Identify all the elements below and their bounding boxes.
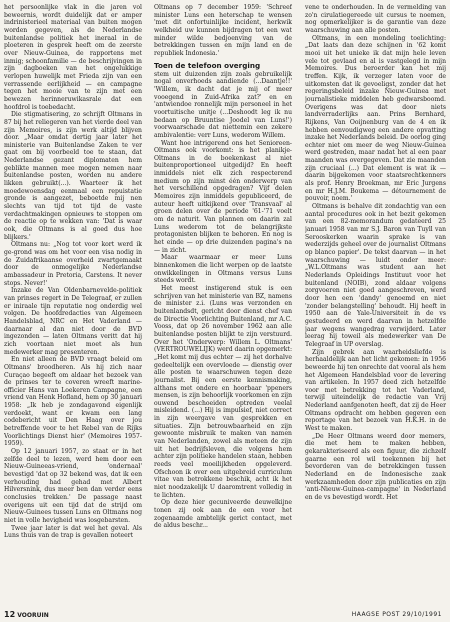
paragraph: het persoonlijke vlak in die jaren vol beweernis, wordt duidelijk dat er amper indrinisterieel materiaal van buiten mogen worden gegeven, als de Nederlandse buitenlandse politiek het ineraal in de ploeteren in gesprek heeft om de zeerste over Nieuw-Guinea, de rapportens met inmig; schoonfamilie — de beschrijvingen in zijn dagboeken van het ongelukkige verlopen huwelijk met Frieda zijn van een verrassende eerlijkheid — en campagne tegen het mooie van te zijn met een bewezen herinneruwikasrale dat een hoofdrol is toebedacht. xyxy=(4,4,142,111)
paragraph: Maar waarmaar er meer Luns binnenkomen die licht werpen op de laatste onwikkelingen in Oltmans versus Luns steeds wordt. xyxy=(154,254,292,285)
paragraph: Oltmans, in een mondeling toelichting: „Dat laats dan deze schijnen in '62 komt mooi uit het unieke ik dat mijn hele leven vele tot gevlaad en al is vastgelegd in mijn Memoires. Dus beroerder kan het mij treffen. Kijk, ik verzeger laten voor de uitkomsten dat ik gevoeligst, zonder dat het regeringsbeleid inzake Nieuw-Guinea met journalistieke middelen heb gedwarsboomd. Overigens was dat door niets landverraderlijks aan. Prins Bernhard, Rijkens, Van Ooijnenburg van de 4 en ik hebben eenvoudigweg een andere opvatting inzake het Nederlands beleid. De oorlog ging echter niet om meer de weg Nieuw-Guinea werd gestreden, maar nadat het al een paar maanden was overgegeven. Dat zie maanden zijn cruciaal (...) Dat element is wat ik — daarin bijgekomen voor staatsrechtkenners als prof. Henry Broekman, mr Eric Jurgens en mr H.J.M. Boukema — détournement de pouvoir, noem.' xyxy=(305,34,446,203)
paragraph: Op deze hier gecuniveerde deuwelkijne tonen zij ook aan de een voor het zogenaamde ambtelijk gerict contact, met de aldus beschr... xyxy=(154,499,292,530)
paragraph: Het meest instigerend stuk is een schrijven van het ministerie van BZ, namens de minister z.i. (Luns was verzonden en buitenlandsdt, gericht door dienst chef van de Directie Voorlichting Buitenland, mr A.C. Vooss, dat op 26 november 1962 aan alle buitenlandse posten blijkt te zijn verstuurd. Over het 'Onderwerp: Willem L. Oltmans' (VERTROUWELIJK) werd daarin opgemerkt: „Het komt mij dus echter — zij het dorhalve gedeeltelijk een overvloede — dienstig over alle posten te waarschuwen tegen deze journalist. Bij een eerste kennismaking, althans met ondere en hoorbaar 'ppeners mensen, is zijn behoorlijk voorkomen en zijn ouwend beschoeiden optreden veelal misleidend. (...) Hij is impulsief, niet correct in zijn weergave van gesprekken en situaties. Zijn betrouwbaarheid en zijn gewoonte misbruik te maken van namen van Nederlanden, zowel als meteen de zijn uit het bedrijfsleven, die volgens hem achter zijn politieke handelen staan, hebben reeds veel moeilijkheden opgeleverd. Ofschoon ik over een uitgebreid curriculum vitae van betrokkene beschik, acht ik het niet noodzakelijk U daaromtrent volledig in te lichten. xyxy=(154,284,292,499)
article-column-3 xyxy=(305,4,446,600)
footer-left xyxy=(4,608,49,622)
paragraph: Zijn gebrek aan waarheidsliefde is herhaaldelijk aan het licht gekomen: in 1956 beweerde hij ten onrechte dat vooral als hem het Algemeen Handelsblad voor de levering van artikelen. In 1957 deed zich hetzelfde voor met betrekking tot het Vaderland, terwijl uiteindelijk de redactie van Vrij Nederland aanfgenoten heeft, dat zij de Heer Oltmans opdracht om hebben gegeven een reportage van het bezoek van H.K.H. in de West te maken. xyxy=(305,348,446,433)
paragraph: Inzake de Van Oldenbarnevelde-politiek van prinses regert in De Telegraaf, er zullen er iniraale tijn reputatie nog onderdig wel volgen. De hoofdredacties van Algemeen Handelsblad, NRC en Het Vaderland — daarnaar al dan niet door de BVD ingezonden — laten Oltmans veritt dat hij zich voortaan niet moet als hun medewerker mag presenteren. xyxy=(4,287,142,356)
paragraph: Oltmans op 7 december 1959: 'Schreef minister Luns een heterschap te wensen 'met dit onfortuinlijke incident, herkwik welkheid uw kunnen bijdragen tot een wat minder wilde bedjoenving van de betrekkingen tussen en mijn land en de republiek Indonesia.' xyxy=(154,4,292,57)
section-label: VOORUIN xyxy=(17,612,49,619)
page-number: 12 xyxy=(4,610,16,619)
page-footer xyxy=(0,608,450,622)
paragraph: Oltmans is behalve dit zondachtig van een aantal procedures ook in het bezit gekomen van een 82-memorandum gedateerd 25 januari 1958 van mr S.J. Baron van Tuyll van Serooskerken waarin sprake is van wederzijds geheel over de journalist Oltmans op blanco papier'. De tekst daarvan — in het waarschuwing — luidt onder meer: „W.L.Oltmans was student aan het Nederlands Opleidings Instituut voor het buitenland (NOIB), zond aldaar volgens zorgvoeren niet goed aangeschreven, werd door hen een 'dandy' genoemd en niet 'zonder belangstelling' behoudt. Hij heeft in 1950 aan de Yale-Universiteit in de vs gestudeerd en werd daarvan in hetzelfde jaar wegens wangedrag verwijderd. Later leerag hij toweil als medewerker van De Telegraaf in UP overslag. xyxy=(305,203,446,348)
paragraph: „De Heer Oltmans weerd door memers, die met hem te maken hebben, gekarakteriseerd als een figuur, die zichzelf gaarne een rol wil toekennen bij het bevorderen van de betrekkingen tussen Nederland en de Indonesische zaak werkzaamheden door zijn publicaties en zijn 'anti-Nieuw-Guinea-campagne' in Nederland en de vs bevestigd wordt. Het xyxy=(305,432,446,501)
article-column-1 xyxy=(4,4,142,600)
issue-label: HAAGSE POST 29/10/1991 xyxy=(351,611,442,618)
paragraph: stem uit duizenden zijn zoals gebruikelijk nogal onverhoeds aandiende (...Daantje!!' 'Willem, ik dacht dat je mij of meer vooegend in Zuid-Afrika zat?' en en 'antwiendoe ronnelijk mijn personeel in het voortuitische unitje (...Deshoodt leg ik nu bedaan op Bruuntise Joodel van Luns!') voorwaarschade dat niettemin een zekere ambivalentie: verr Luns, wederom Willem. xyxy=(154,70,292,139)
paragraph: Twee jaar later is dat wel het geval. Als Luns thuis van de trap is gevallen noteert xyxy=(4,524,142,540)
paragraph: Oltmans nu: „Nog tot voor kort werd ik ge-grond was om het voor een visa nodig in de Zuidafrikaanse overheid zwartgemaakt door de onmogelijke Nederlandse ambassadeur in Pretoria, Carstens. It never stops. Never!' xyxy=(4,241,142,287)
paragraph: Die stigmatisering, zo schrijft Oltmans in 87 bij het reliegeren van het vierde deel van zijn Memoires, is zijn werk altijd blijven door. „Maar omdat dertig jaar later het ministerie van Buitenlandse Zaken te ver gaat om bij voorbeeld toe te staan, dat Nederlandse gezant diplomaten hem geblikte mannen mee mogen nemen naar buitenlandse posten, worden nu andere likken gebruikt(...). Waarteer ik het moedewoensdag eenmaal een repuistatie gronde is aangezet, beboetde mij nen slechts van tijd tot tijd de vaste verdachtmakingen opnieuws te stoppen om de reactie op te wekken van: 'Dat is waar ook, die Oltmans is al goed dus hoe blijkers.' xyxy=(4,111,142,241)
article-column-2 xyxy=(154,4,292,600)
paragraph: En niet alleen de BVD vraagt beleid om Oltmans' broodheren. Als hij zich naar Curaçao begeeft om aldaar het bezoek van de prinses ter te coveren wreeft marine-officier Hans van Loekeren Campagne, een vriend van Henk Hofland, hem op 30 januari 1958: „Ik heb je zondagavond eigenlijk verdoekt, want er kwam een lang codebericht uit Den Haag over jou betreffende voor te het Rebel van de Rijks Voorlichtings Dienst hier' (Memoires 1957-1959). xyxy=(4,356,142,448)
paragraph: Want hoe intrigerend ons het Senioreen-Oltmans ook voorkomt: is het planikje-Oltmans in de boekenkast al niet buitenproportioneel uitgedijd? En heeft inmiddels niet elk zich respecterend medium op zijn minst één onderwerp van het verschillend opgedragen? Vijf delen Memoires zijn inmiddels gepubliceerd, de auteur heeft uitkijkend over 'Transvaal' al groen delen over de periode '61-'71 voelt om de naturit. Van plannen om daarin zal Luns wederom tot de belangrijkste protagonisten blijken te behoren. En nog is het einde — op drie duizenden pagina's na — in zicht. xyxy=(154,139,292,254)
paragraph: vene te onderhouden. In de vermelding van zo'n cirulatiegereede uit cursus te noemen, nog opmerkelijker is de garantie van deze waarschuwing aan alle posten. xyxy=(305,4,446,34)
section-subheading: Toen de telefoon overging xyxy=(154,60,261,70)
paragraph: Op 12 januari 1957, zo staat er in het zelfde deel te lezen, werd hem door een Nieuw-Guineeas-vriend, 'ondernaal' bevestigd 'dat op 32 bekend was, dat ik een verhouding had gehad met Albert Hilversnink, dus meer ben dan verder eens conclusies trekken.' De passage naast overigens uit een tijd dat de strijd om Nieuw-Guinees tussen Luns en Oltmans nog niet in volle hevigheid was losgebarsten. xyxy=(4,448,142,524)
